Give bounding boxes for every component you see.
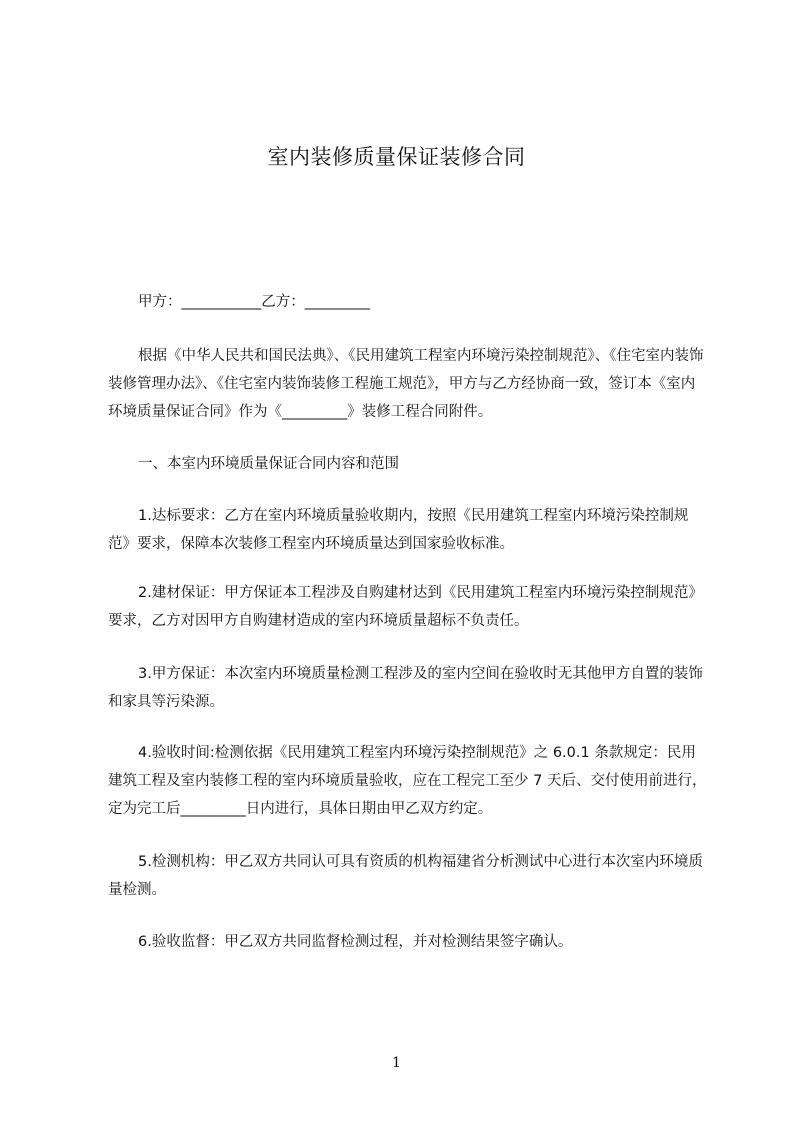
section1-heading: 一、本室内环境质量保证合同内容和范围: [138, 456, 399, 472]
clause-5: 5.检测机构：甲乙双方共同认可具有资质的机构福建省分析测试中心进行本次室内环境质量检测。: [108, 854, 703, 898]
clause-3: 3.甲方保证：本次室内环境质量检测工程涉及的室内空间在验收时无其他甲方自置的装饰和家具等污染源。: [108, 666, 703, 710]
clause-4: 4.验收时间:检测依据《民用建筑工程室内环境污染控制规范》之 6.0.1 条款规定：民用建筑工程及室内装修工程的室内环境质量验收，应在工程完工至少 7 天后、交付使用前进行，定为完工后_________日内进行，具体日期由甲乙双方约定。: [108, 745, 707, 817]
parties-text: 甲方：___________乙方：_________: [138, 294, 370, 310]
page-number: 1: [392, 1055, 401, 1071]
clause-1: 1.达标要求：乙方在室内环境质量验收期内，按照《民用建筑工程室内环境污染控制规范》要求，保障本次装修工程室内环境质量达到国家验收标准。: [108, 508, 689, 552]
intro-paragraph: 根据《中华人民共和国民法典》、《民用建筑工程室内环境污染控制规范》、《住宅室内装饰装修管理办法》、《住宅室内装饰装修工程施工规范》，甲方与乙方经协商一致，签订本《室内环境质量保证合同》作为《_________》装修工程合同附件。: [108, 348, 704, 420]
document-title: 室内装修质量保证装修合同: [267, 145, 526, 169]
parties-line: [108, 288, 708, 316]
clause-2: 2.建材保证：甲方保证本工程涉及自购建材达到《民用建筑工程室内环境污染控制规范》要求，乙方对因甲方自购建材造成的室内环境质量超标不负责任。: [108, 585, 703, 629]
clause-6: 6.验收监督：甲乙双方共同监督检测过程，并对检测结果签字确认。: [138, 934, 573, 950]
